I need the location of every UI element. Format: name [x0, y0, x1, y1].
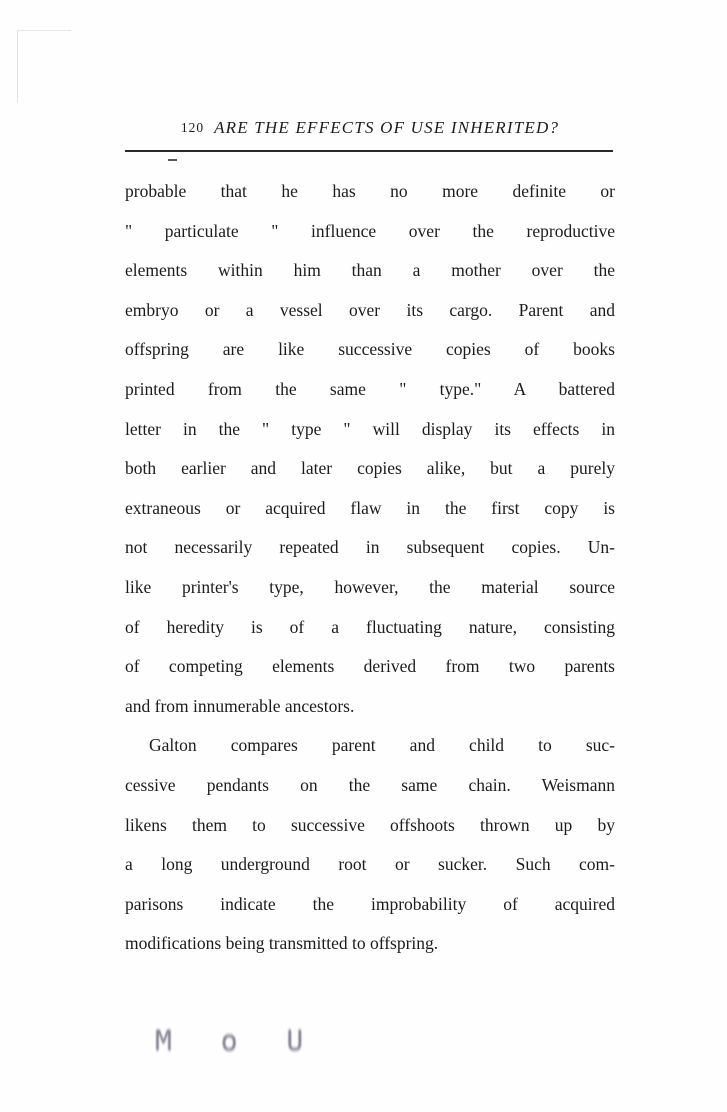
text-line: cessive pendants on the same chain. Weismann	[125, 774, 615, 795]
scan-mark	[168, 159, 177, 161]
page-number: 120	[180, 120, 205, 135]
text-line: elements within him than a mother over the	[125, 260, 615, 281]
text-line: likens them to successive offshoots thrown up by	[125, 814, 615, 835]
body-text	[125, 172, 615, 964]
text-line: printed from the same " type." A battered	[125, 378, 615, 399]
text-line: probable that he has no more definite or	[125, 181, 615, 201]
text-line: not necessarily repeated in subsequent copies. Un-	[125, 537, 615, 558]
text-line: of heredity is of a fluctuating nature, consisting	[125, 616, 615, 637]
text-line: offspring are like successive copies of books	[125, 339, 615, 360]
text-line: letter in the " type " will display its effects in	[125, 418, 615, 439]
text-line: embryo or a vessel over its cargo. Parent and	[125, 299, 615, 320]
text-line: Galton compares parent and child to suc-	[149, 735, 615, 756]
text-line: like printer's type, however, the material source	[125, 576, 615, 597]
text-line: a long underground root or sucker. Such com-	[125, 854, 615, 875]
text-line: modifications being transmitted to offspring.	[125, 933, 439, 954]
scan-edge-vertical	[17, 30, 18, 102]
scan-edge-horizontal	[17, 30, 71, 31]
text-line: both earlier and later copies alike, but a purely	[125, 458, 615, 479]
text-line: " particulate " influence over the reproductive	[125, 220, 615, 241]
page-header	[125, 118, 615, 138]
text-line: extraneous or acquired flaw in the first copy is	[125, 497, 615, 518]
scan-smudge: M o U	[155, 1024, 320, 1057]
running-title: ARE THE EFFECTS OF USE INHERITED?	[214, 118, 560, 137]
header-rule	[125, 150, 613, 152]
text-line: and from innumerable ancestors.	[125, 695, 355, 716]
text-line: of competing elements derived from two parents	[125, 656, 615, 677]
text-line: parisons indicate the improbability of acquired	[125, 893, 615, 914]
